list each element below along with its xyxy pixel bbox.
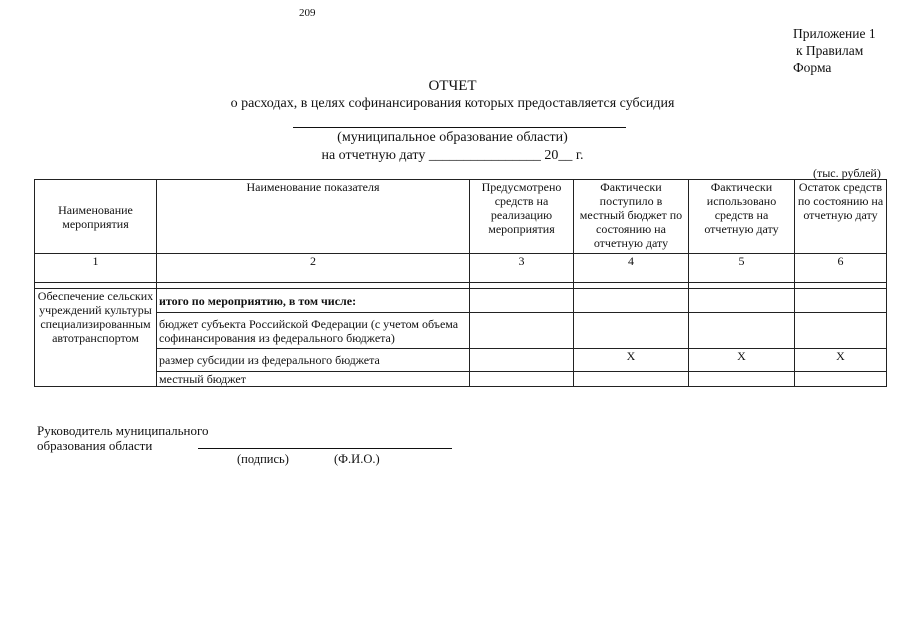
units-label: (тыс. рублей) — [813, 166, 881, 180]
signatory-position — [37, 423, 209, 453]
value-cell — [574, 313, 689, 349]
column-number: 4 — [574, 254, 689, 283]
column-number: 2 — [157, 254, 470, 283]
header-indicator-name: Наименование показателя — [157, 180, 470, 254]
value-cell — [795, 289, 887, 313]
header-planned-funds: Предусмотрено средств на реализацию мероприятия — [470, 180, 574, 254]
column-number-row — [35, 254, 887, 283]
indicator-cell: местный бюджет — [157, 372, 470, 387]
event-name-cell: Обеспечение сельских учреждений культуры специализированным автотранспортом — [35, 289, 157, 387]
value-cell — [574, 289, 689, 313]
value-cell — [795, 313, 887, 349]
value-cell — [795, 372, 887, 387]
value-cell — [689, 289, 795, 313]
table-row — [35, 313, 887, 349]
expense-report-table — [34, 179, 887, 387]
signatory-position-line-2: образования области — [37, 438, 153, 453]
value-cell: X — [574, 349, 689, 372]
table-row — [35, 372, 887, 387]
value-cell — [689, 313, 795, 349]
table-row — [35, 349, 887, 372]
value-cell — [470, 349, 574, 372]
header-received-funds: Фактически поступило в местный бюджет по состоянию на отчетную дату — [574, 180, 689, 254]
column-number: 6 — [795, 254, 887, 283]
municipality-fill-line — [293, 127, 626, 128]
page-number: 209 — [299, 7, 316, 19]
table-row — [35, 289, 887, 313]
column-number: 3 — [470, 254, 574, 283]
table-header-row — [35, 180, 887, 254]
header-remaining-funds: Остаток средств по состоянию на отчетную дату — [795, 180, 887, 254]
municipality-caption: (муниципальное образование области) — [337, 130, 568, 145]
report-title: ОТЧЕТ — [428, 78, 477, 94]
report-subtitle: о расходах, в целях софинансирования которых предоставляется субсидия — [230, 96, 675, 111]
value-cell — [470, 313, 574, 349]
appendix-line-3: Форма — [793, 60, 832, 75]
value-cell — [470, 289, 574, 313]
value-cell — [574, 372, 689, 387]
column-number: 5 — [689, 254, 795, 283]
signatory-position-line-1: Руководитель муниципального — [37, 423, 209, 438]
value-cell — [689, 372, 795, 387]
reporting-date-line: на отчетную дату ________________ 20__ г. — [321, 148, 584, 163]
indicator-cell: размер субсидии из федерального бюджета — [157, 349, 470, 372]
value-cell: X — [689, 349, 795, 372]
signature-caption: (подпись) — [237, 452, 289, 466]
indicator-cell: итого по мероприятию, в том числе: — [157, 289, 470, 313]
indicator-cell: бюджет субъекта Российской Федерации (с учетом объема софинансирования из федерального бюджета) — [157, 313, 470, 349]
appendix-block — [793, 25, 876, 76]
name-caption: (Ф.И.О.) — [334, 452, 380, 466]
header-event-name: Наименование мероприятия — [35, 180, 157, 254]
appendix-line-1: Приложение 1 — [793, 26, 876, 41]
header-used-funds: Фактически использовано средств на отчетную дату — [689, 180, 795, 254]
appendix-line-2: к Правилам — [796, 43, 864, 58]
value-cell: X — [795, 349, 887, 372]
value-cell — [470, 372, 574, 387]
column-number: 1 — [35, 254, 157, 283]
signature-line — [198, 448, 452, 449]
